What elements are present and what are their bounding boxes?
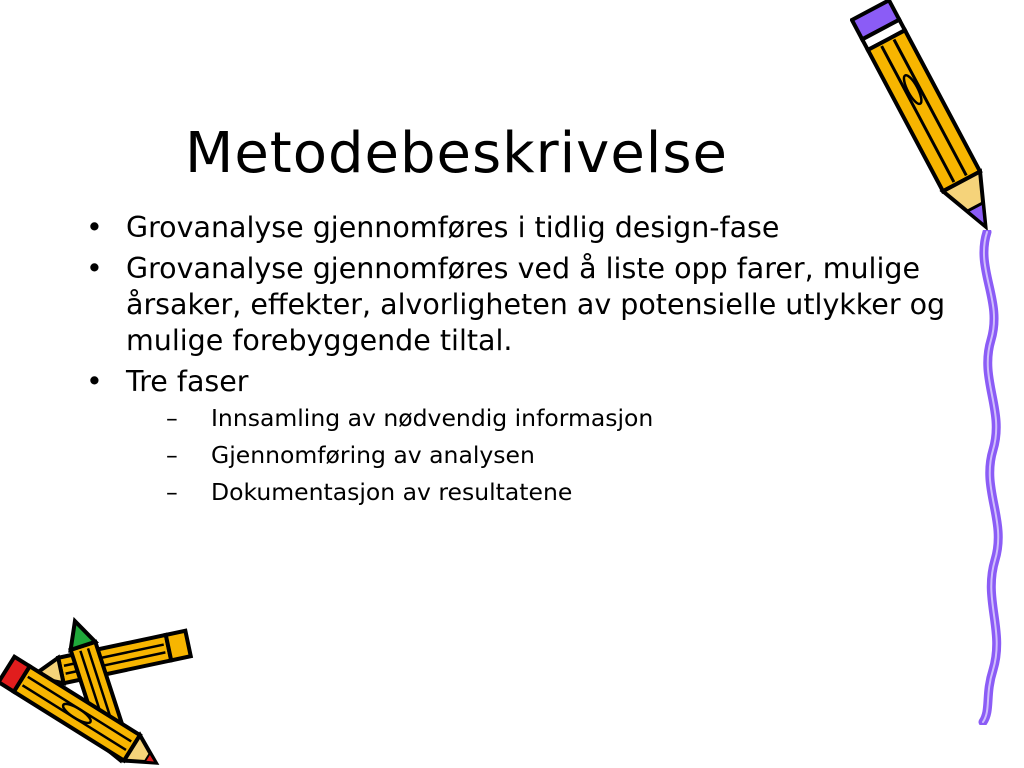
sub-bullet-list bbox=[126, 403, 966, 507]
sub-bullet-text: Innsamling av nødvendig informasjon bbox=[211, 404, 654, 432]
bullet-text: Grovanalyse gjennomføres ved å liste opp farer, mulige årsaker, effekter, alvorligheten av potensielle utlykker og mulige forebyggende tiltal. bbox=[126, 252, 946, 357]
bullet-marker: • bbox=[86, 211, 103, 244]
bullet-marker: • bbox=[86, 252, 103, 285]
bullet-item bbox=[86, 210, 966, 246]
bullet-list bbox=[86, 210, 966, 514]
bullet-item bbox=[86, 251, 966, 359]
slide-title: Metodebeskrivelse bbox=[185, 121, 728, 186]
wavy-line-icon bbox=[965, 230, 1015, 725]
bullet-marker: • bbox=[86, 365, 103, 398]
dash-marker: – bbox=[166, 441, 178, 469]
bullet-text: Grovanalyse gjennomføres i tidlig design-fase bbox=[126, 211, 780, 244]
dash-marker: – bbox=[166, 478, 178, 506]
crossed-pencils-icon bbox=[0, 615, 210, 765]
pencil-icon bbox=[850, 0, 1010, 250]
bullet-text: Tre faser bbox=[126, 365, 249, 398]
sub-bullet-item bbox=[166, 477, 966, 507]
sub-bullet-item bbox=[166, 403, 966, 433]
dash-marker: – bbox=[166, 404, 178, 432]
bullet-item bbox=[86, 364, 966, 507]
sub-bullet-text: Gjennomføring av analysen bbox=[211, 441, 535, 469]
sub-bullet-text: Dokumentasjon av resultatene bbox=[211, 478, 573, 506]
sub-bullet-item bbox=[166, 440, 966, 470]
